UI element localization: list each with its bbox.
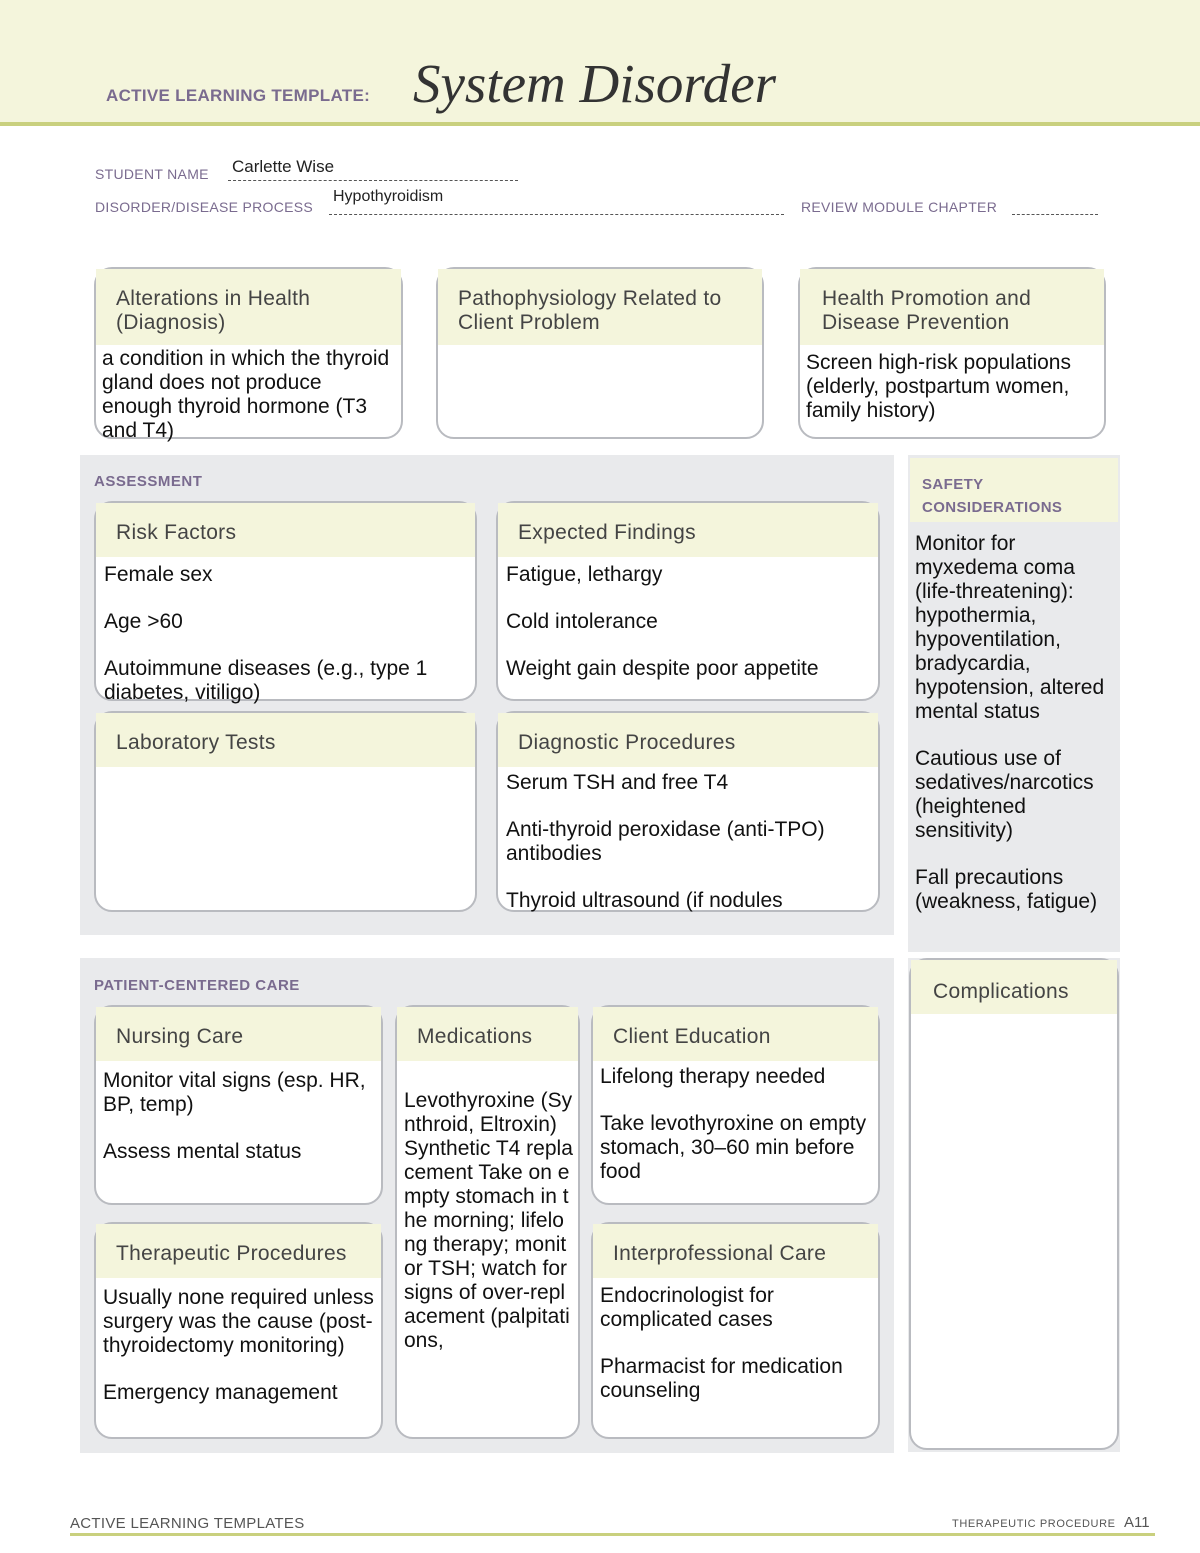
template-label: ACTIVE LEARNING TEMPLATE: [106,86,371,105]
alterations-title: Alterations in Health (Diagnosis) [96,269,401,345]
safety-body[interactable] [915,532,1120,950]
student-name-field[interactable]: Carlette Wise [232,157,335,176]
diagnostic-procedures-box [496,711,880,912]
interprofessional-item: Endocrinologist for complicated cases [600,1284,774,1331]
risk-factor-item: Female sex [104,563,213,586]
disorder-label: DISORDER/DISEASE PROCESS [95,199,314,215]
footer-rule [70,1533,1155,1536]
footer-left: ACTIVE LEARNING TEMPLATES [70,1515,305,1532]
diagnostic-item: Anti-thyroid peroxidase (anti-TPO) antibodies [506,818,825,865]
interprofessional-care-box [591,1222,880,1439]
pathophysiology-box [436,267,764,439]
alterations-body[interactable]: a condition in which the thyroid gland does not produce enough thyroid hormone (T3 and T4) [102,347,390,442]
review-module-label: REVIEW MODULE CHAPTER [801,199,998,215]
pathophysiology-body[interactable] [438,345,762,347]
client-education-item: Lifelong therapy needed [600,1065,826,1088]
complications-title: Complications [911,960,1117,1014]
health-promotion-title: Health Promotion and Disease Prevention [800,269,1104,345]
risk-factors-box [94,501,477,704]
laboratory-tests-box [94,711,477,912]
laboratory-tests-body[interactable] [96,767,475,769]
nursing-care-body[interactable] [96,1061,381,1164]
client-education-body[interactable] [593,1061,878,1184]
client-education-item: Take levothyroxine on empty stomach, 30–60 min before food [600,1112,867,1183]
complications-body[interactable] [911,1014,1117,1016]
expected-findings-title: Expected Findings [498,503,878,557]
complications-box [909,958,1119,1450]
review-module-field[interactable] [1012,214,1098,215]
health-promotion-body[interactable]: Screen high-risk populations (elderly, postpartum women, family history) [806,351,1071,422]
therapeutic-procedures-body[interactable] [96,1278,381,1426]
diagnostic-procedures-body[interactable] [498,767,878,912]
nursing-care-box [94,1005,383,1205]
risk-factor-item: Age >60 [104,610,183,633]
expected-finding-item: Cold intolerance [506,610,658,633]
risk-factors-title: Risk Factors [96,503,475,557]
disorder-field[interactable]: Hypothyroidism [333,188,444,205]
safety-item: Fall precautions (weakness, fatigue) [915,866,1098,913]
expected-finding-item: Fatigue, lethargy [506,563,663,586]
safety-title [922,473,1062,519]
expected-findings-body[interactable] [498,557,878,681]
disorder-line [329,214,784,215]
medications-box [395,1005,580,1439]
therapeutic-procedures-title: Therapeutic Procedures [96,1224,381,1278]
nursing-care-item: Assess mental status [103,1140,302,1163]
safety-title-line2: CONSIDERATIONS [922,499,1063,516]
safety-title-line1: SAFETY [922,476,984,493]
alterations-box [94,267,403,442]
risk-factor-item: Autoimmune diseases (e.g., type 1 diabetes, vitiligo) [104,657,428,704]
interprofessional-care-title: Interprofessional Care [593,1224,878,1278]
expected-findings-box [496,501,880,701]
page-number: A11 [1124,1514,1150,1531]
safety-item: Cautious use of sedatives/narcotics (heightened sensitivity) [915,747,1094,842]
patient-care-label: PATIENT-CENTERED CARE [94,977,300,994]
client-education-box [591,1005,880,1205]
client-education-title: Client Education [593,1007,878,1061]
interprofessional-item: Pharmacist for medication counseling [600,1355,843,1402]
template-title: System Disorder [413,53,777,114]
nursing-care-item: Monitor vital signs (esp. HR, BP, temp) [103,1069,366,1116]
footer-right: THERAPEUTIC PROCEDURE [952,1518,1116,1530]
health-promotion-box [798,267,1106,439]
header-rule [0,122,1200,126]
diagnostic-item: Serum TSH and free T4 [506,771,729,794]
therapeutic-procedures-box [94,1222,383,1439]
laboratory-tests-title: Laboratory Tests [96,713,475,767]
diagnostic-procedures-title: Diagnostic Procedures [498,713,878,767]
assessment-label: ASSESSMENT [94,473,203,490]
nursing-care-title: Nursing Care [96,1007,381,1061]
therapeutic-item: Usually none required unless surgery was the cause (post-thyroidectomy monitoring) [103,1286,374,1357]
student-name-label: STUDENT NAME [95,166,209,182]
safety-item: Monitor for myxedema coma (life-threatening): hypothermia, hypoventilation, bradycardia, hypotension, altered mental status [915,532,1105,723]
interprofessional-care-body[interactable] [593,1278,878,1403]
pathophysiology-title: Pathophysiology Related to Client Problem [438,269,762,345]
medications-body[interactable]: Levothyroxine (Synthroid, Eltroxin) Synthetic T4 replacement Take on empty stomach in the morning; lifelong therapy; monitor TSH; watch for signs of over-replacement (palpitations, [404,1089,573,1352]
diagnostic-item: Thyroid ultrasound (if nodules [506,889,783,912]
therapeutic-item: Emergency management [103,1381,338,1404]
student-name-line [228,180,518,181]
expected-finding-item: Weight gain despite poor appetite [506,657,819,680]
medications-title: Medications [397,1007,578,1061]
risk-factors-body[interactable] [96,557,475,705]
